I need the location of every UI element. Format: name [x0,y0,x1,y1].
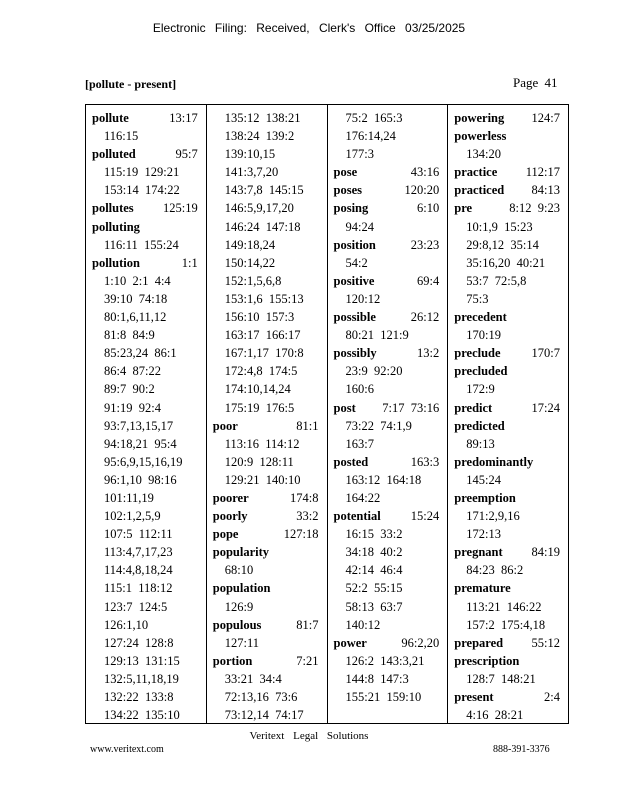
index-entry-word [334,308,448,326]
index-entry-refs: 95:6,9,15,16,19 [104,454,183,469]
index-entry-refs: 101:11,19 [104,490,154,505]
entry-word: posted [333,454,369,469]
entry-word: power [333,635,367,650]
entry-page-ref: 13:17 [169,111,198,125]
index-entry-word [334,163,448,181]
index-entry-word [92,145,206,163]
index-entry-word [454,634,568,652]
entry-page-ref: 13:2 [417,346,440,361]
entry-word: posing [333,201,369,216]
entry-page-ref: 84:19 [531,545,560,560]
index-entry-refs: 72:13,16 73:6 [224,690,298,704]
index-entry-refs: 33:21 34:4 [224,671,282,686]
index-entry-refs: 160:6 [345,382,374,397]
index-entry-refs: 141:3,7,20 [224,165,279,180]
index-entry-refs: 80:21 121:9 [345,328,409,343]
entry-page-ref: 55:12 [531,635,560,650]
index-entry-refs: 128:7 148:21 [466,671,536,686]
entry-word: pollution [92,255,140,270]
index-entry-refs: 140:12 [345,617,381,632]
footer-phone: 888-391-3376 [493,744,550,755]
index-entry-word [213,507,327,525]
index-entry-refs: 134:22 135:10 [104,708,180,723]
index-entry-word [334,507,448,525]
index-entry-refs: 175:19 176:5 [224,400,295,415]
index-entry-word [454,199,568,217]
index-entry-refs: 172:4,8 174:5 [224,364,298,379]
index-entry-refs: 146:5,9,17,20 [224,201,294,216]
index-entry-refs: 85:23,24 86:1 [104,346,177,361]
index-entry-refs: 39:10 74:18 [104,291,168,306]
index-entry-refs: 144:8 147:3 [345,671,409,686]
index-entry-refs: 134:20 [466,147,501,162]
entry-page-ref: 120:20 [404,183,440,198]
entry-page-ref: 7:17 73:16 [382,400,440,415]
index-entry-refs: 23:9 92:20 [345,364,403,379]
index-entry-word [92,199,206,217]
index-entry-refs: 145:24 [466,472,501,487]
index-entry-refs: 155:21 159:10 [345,690,422,704]
index-entry-refs: 52:2 55:15 [345,581,403,596]
entry-word: prepared [454,635,504,650]
entry-page-ref: 69:4 [417,273,440,288]
index-entry-word [454,163,568,181]
index-entry-refs: 163:12 164:18 [345,472,422,487]
index-entry-refs: 116:15 [104,129,139,144]
index-entry-word [454,543,568,561]
entry-page-ref: 15:24 [410,509,440,524]
index-entry-refs: 80:1,6,11,12 [104,310,167,325]
index-entry-refs: 94:18,21 95:4 [104,436,177,451]
footer-website: www.veritext.com [90,744,164,755]
index-entry-word [454,417,568,435]
index-entry-word [92,109,206,127]
index-entry-refs: 176:14,24 [345,129,396,144]
index-entry-refs: 170:19 [466,328,501,343]
index-entry-word [334,199,448,217]
entry-word: predict [454,400,493,415]
entry-page-ref: 1:1 [181,255,198,270]
index-entry-refs: 163:7 [345,436,374,451]
page-number: Page 41 [513,75,558,90]
entry-word: practice [454,165,498,180]
entry-page-ref: 17:24 [531,400,560,415]
index-entry-word [213,652,327,670]
entry-word: predominantly [454,454,534,469]
entry-word: poor [212,418,238,433]
index-entry-word [213,489,327,507]
entry-word: possibly [333,346,377,361]
index-entry-refs: 116:11 155:24 [104,237,179,252]
index-entry-word [454,579,568,597]
entry-word: poses [333,183,362,198]
word-index-grid [85,104,569,724]
entry-word: possible [333,310,376,325]
index-entry-refs: 167:1,17 170:8 [224,346,304,361]
entry-word: practiced [454,183,505,198]
index-entry-refs: 139:10,15 [224,147,276,162]
index-entry-word [454,399,568,417]
entry-word: pregnant [454,545,503,560]
footer-company: Veritext Legal Solutions [249,730,369,742]
index-entry-refs: 172:13 [466,527,501,542]
index-entry-refs: 107:5 112:11 [104,527,173,542]
entry-word: poorly [212,509,248,524]
index-entry-refs: 135:12 138:21 [224,111,301,125]
entry-word: predicted [454,418,505,433]
entry-page-ref: 2:4 [544,690,560,704]
entry-page-ref: 163:3 [410,454,440,469]
entry-page-ref: 8:12 9:23 [509,201,560,216]
index-entry-word [213,543,327,561]
entry-page-ref: 23:23 [410,237,440,252]
index-entry-refs: 102:1,2,5,9 [104,509,161,524]
index-entry-word [454,362,568,380]
index-entry-refs: 73:22 74:1,9 [345,418,412,433]
entry-word: preemption [454,490,516,505]
index-entry-word [213,579,327,597]
entry-word: polluted [92,147,136,162]
entry-word: precluded [454,364,508,379]
entry-page-ref: 112:17 [525,165,560,180]
index-entry-refs: 171:2,9,16 [466,509,520,524]
index-entry-word [454,181,568,199]
index-entry-refs: 54:2 [345,255,368,270]
index-entry-refs: 115:1 118:12 [104,581,173,596]
entry-page-ref: 33:2 [296,509,319,524]
entry-word: pope [212,527,239,542]
index-entry-word [454,109,568,127]
index-entry-refs: 153:14 174:22 [104,183,180,198]
index-entry-word [454,652,568,670]
index-entry-refs: 89:13 [466,436,495,451]
index-entry-refs: 113:21 146:22 [466,599,542,614]
index-entry-word [213,616,327,634]
entry-word: present [454,690,494,704]
index-entry-refs: 1:10 2:1 4:4 [104,273,171,288]
index-entry-word [454,489,568,507]
entry-page-ref: 6:10 [417,201,440,216]
index-entry-refs: 75:3 [466,291,489,306]
entry-word: poorer [212,490,249,505]
entry-page-ref: 95:7 [175,147,198,162]
index-column-3 [327,105,448,723]
index-entry-refs: 123:7 124:5 [104,599,168,614]
index-entry-refs: 132:22 133:8 [104,690,174,704]
entry-word: preclude [454,346,501,361]
index-entry-refs: 113:16 114:12 [224,436,300,451]
index-entry-refs: 143:7,8 145:15 [224,183,304,198]
index-entry-word [213,417,327,435]
index-entry-refs: 73:12,14 74:17 [224,708,304,723]
entry-word: precedent [454,310,507,325]
entry-page-ref: 174:8 [290,490,319,505]
index-entry-word [454,344,568,362]
index-entry-word [454,127,568,145]
index-entry-refs: 177:3 [345,147,374,162]
index-entry-refs: 4:16 28:21 [466,708,524,723]
index-entry-refs: 129:13 131:15 [104,653,180,668]
entry-word: populous [212,617,262,632]
index-entry-refs: 138:24 139:2 [224,129,295,144]
index-entry-refs: 146:24 147:18 [224,219,301,234]
entry-page-ref: 7:21 [296,653,319,668]
entry-word: pollutes [92,201,134,216]
index-entry-refs: 89:7 90:2 [104,382,155,397]
index-entry-refs: 126:1,10 [104,617,149,632]
index-entry-refs: 114:4,8,18,24 [104,563,173,578]
index-entry-word [454,453,568,471]
index-entry-refs: 84:23 86:2 [466,563,524,578]
index-entry-refs: 149:18,24 [224,237,276,252]
index-entry-refs: 127:24 128:8 [104,635,174,650]
index-entry-refs: 10:1,9 15:23 [466,219,533,234]
entry-page-ref: 127:18 [283,527,319,542]
entry-page-ref: 170:7 [531,346,560,361]
index-entry-word [334,344,448,362]
index-entry-refs: 126:9 [224,599,254,614]
index-entry-refs: 68:10 [224,563,254,578]
index-entry-refs: 91:19 92:4 [104,400,161,415]
index-entry-word [454,688,568,706]
entry-word: position [333,237,376,252]
index-entry-word [334,399,448,417]
index-entry-refs: 42:14 46:4 [345,563,403,578]
entry-word: powerless [454,129,507,144]
index-entry-refs: 120:9 128:11 [224,454,294,469]
index-entry-word [334,272,448,290]
entry-page-ref: 124:7 [531,111,560,125]
entry-word: premature [454,581,511,596]
entry-page-ref: 81:7 [296,617,319,632]
index-entry-refs: 93:7,13,15,17 [104,418,174,433]
index-entry-word [454,308,568,326]
entry-page-ref: 125:19 [163,201,198,216]
index-entry-refs: 86:4 87:22 [104,364,161,379]
index-entry-refs: 81:8 84:9 [104,328,155,343]
entry-word: portion [212,653,253,668]
entry-page-ref: 26:12 [410,310,440,325]
index-entry-refs: 150:14,22 [224,255,276,270]
entry-word: powering [454,111,505,125]
entry-word: polluting [92,219,140,234]
entry-word: post [333,400,356,415]
index-entry-word [334,181,448,199]
index-entry-refs: 156:10 157:3 [224,310,295,325]
index-entry-word [334,634,448,652]
entry-page-ref: 81:1 [296,418,319,433]
index-entry-refs: 164:22 [345,490,381,505]
index-entry-refs: 58:13 63:7 [345,599,403,614]
index-entry-refs: 16:15 33:2 [345,527,403,542]
index-entry-word [92,218,206,236]
index-entry-refs: 174:10,14,24 [224,382,291,397]
index-entry-refs: 35:16,20 40:21 [466,255,546,270]
entry-word: potential [333,509,381,524]
index-entry-refs: 132:5,11,18,19 [104,671,179,686]
entry-word: prescription [454,653,520,668]
index-entry-refs: 34:18 40:2 [345,545,403,560]
index-entry-refs: 157:2 175:4,18 [466,617,546,632]
page-range-label: [pollute - present] [85,77,177,91]
entry-page-ref: 84:13 [531,183,560,198]
index-entry-refs: 96:1,10 98:16 [104,472,177,487]
filing-stamp: Electronic Filing: Received, Clerk's Office 03/25/2025 [152,21,466,35]
index-entry-refs: 127:11 [224,635,260,650]
index-entry-refs: 129:21 140:10 [224,472,301,487]
index-entry-refs: 53:7 72:5,8 [466,273,527,288]
index-entry-refs: 126:2 143:3,21 [345,653,425,668]
entry-page-ref: 96:2,20 [401,635,440,650]
index-entry-refs: 153:1,6 155:13 [224,291,304,306]
index-column-2 [206,105,327,723]
index-entry-refs: 29:8,12 35:14 [466,237,539,252]
index-column-1 [86,105,206,723]
index-entry-refs: 94:24 [345,219,374,234]
index-entry-refs: 163:17 166:17 [224,328,301,343]
entry-word: pose [333,165,358,180]
index-column-4 [447,105,568,723]
index-entry-word [334,236,448,254]
index-entry-word [334,453,448,471]
index-entry-refs: 152:1,5,6,8 [224,273,282,288]
index-entry-refs: 120:12 [345,291,381,306]
index-entry-refs: 172:9 [466,382,495,397]
entry-word: popularity [212,545,270,560]
index-entry-refs: 115:19 129:21 [104,165,180,180]
entry-word: pollute [92,111,129,125]
index-entry-refs: 113:4,7,17,23 [104,545,173,560]
entry-word: pre [454,201,473,216]
entry-page-ref: 43:16 [410,165,440,180]
index-entry-word [92,254,206,272]
index-entry-refs: 75:2 165:3 [345,111,403,125]
index-entry-word [213,525,327,543]
entry-word: population [212,581,271,596]
entry-word: positive [333,273,375,288]
